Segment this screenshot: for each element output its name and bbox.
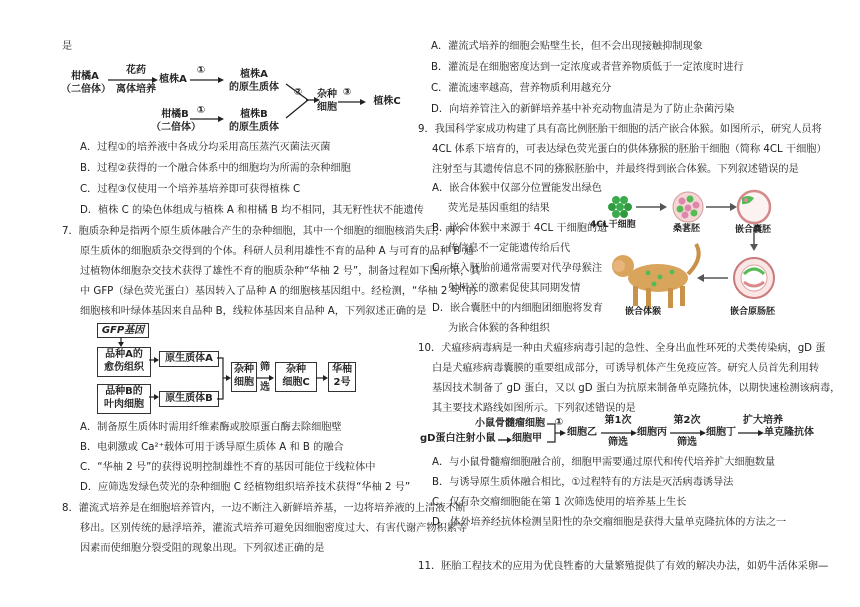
q8-line: 移出。区别传统的悬浮培养，灌流式培养可避免因细胞密度过大、有害代谢产物积累等 [80, 523, 468, 534]
hybrid-cell-label-1: 杂种 [317, 89, 337, 100]
arrow-to-plant-c [338, 98, 366, 106]
variety-a-callus-box [97, 347, 151, 377]
hybrid-c-label-1: 杂种 [286, 364, 306, 375]
cell-d-label: 细胞丁 [706, 427, 736, 438]
citrus-b-ploidy: （二倍体） [151, 122, 201, 133]
citrus-b-label: 柑橘B [161, 109, 189, 120]
option-a-cont: 荧光是基因重组的结果 [448, 203, 550, 214]
option-c[interactable]: C．植入胚胎前通常需要对代孕母猴注 [432, 263, 603, 274]
q10-line: 白是犬瘟疹病毒囊膜的重要组成部分，可诱导机体产生免疫应答。研究人员首先利用转 [432, 363, 820, 374]
step-3: ③ [342, 87, 352, 98]
cell-c-label: 细胞丙 [637, 427, 667, 438]
huayou-2-box [328, 362, 356, 392]
screen-1-top: 第1次 [604, 415, 632, 426]
option-a[interactable]: A．制备原生质体时需用纤维素酶或胶原蛋白酶去除细胞壁 [80, 422, 342, 433]
plant-c-label: 植株C [373, 96, 401, 107]
option-c[interactable]: C．仅有杂交瘤细胞能在第 1 次筛选使用的培养基上生长 [432, 497, 687, 508]
step-1-label: ① [554, 417, 564, 428]
option-c[interactable]: C．“华柚 2 号”的获得说明控制雄性不育的基因可能位于线粒体中 [80, 462, 376, 473]
q7-line: 原生质体的细胞质杂交得到的个体。科研人员利用雄性不育的品种 A 与可育的品种 B 通 [80, 246, 474, 257]
proto-b-label-1: 植株B [240, 109, 268, 120]
variety-b-mesophyll-box [97, 384, 151, 414]
anther-label: 花药 [126, 65, 146, 76]
gfp-gene-box: GFP基因 [97, 323, 149, 338]
q9-line: 注射至与其遗传信息不同的猕猴胚胎中，并最终得到嵌合体猴。下列叙述错误的是 [432, 164, 799, 175]
chimera-illustration [588, 178, 786, 326]
step-1-a: ① [196, 65, 206, 76]
gastrula-icon [734, 258, 774, 298]
arrow-expand [738, 429, 764, 437]
screen-label-1: 筛 [260, 362, 270, 373]
arrow-to-proto-a [190, 76, 224, 84]
screen-2-bottom: 筛选 [677, 437, 697, 448]
huayou-label-1: 华柚 [332, 364, 352, 375]
q8-line: 因素而使细胞分裂受阻的现象出现。下列叙述正确的是 [80, 543, 325, 554]
proto-a-label-1: 植株A [240, 69, 268, 80]
option-d[interactable]: D．应筛选发绿色荧光的杂种细胞 C 经植物组织培养技术获得“华柚 2 号” [80, 482, 411, 493]
q10-line: 10．犬瘟疹病毒病是一种由犬瘟疹病毒引起的急性、全身出血性环死的犬类传染病，gD 蛋 [418, 343, 826, 354]
hybrid-label-1: 杂种 [234, 364, 254, 375]
q7-line: 7．胞质杂种是指两个原生质体融合产生的杂种细胞，其中一个细胞的细胞核消失后，两个 [62, 226, 466, 237]
option-a[interactable]: A．灌流式培养的细胞会贴壁生长，但不会出现接触抑制现象 [431, 41, 703, 52]
option-a[interactable]: A．过程①的培养液中各成分均采用高压蒸汽灭菌法灭菌 [80, 142, 331, 153]
option-b-cont: 传信息不一定能遗传给后代 [448, 243, 571, 254]
fusion-bracket [217, 355, 231, 403]
option-d[interactable]: D．向培养管注入的新鲜培养基中补充动物血清是为了防止杂菌污染 [431, 104, 735, 115]
hybrid-label-2: 细胞 [234, 377, 254, 388]
plant-a-label: 植株A [159, 74, 187, 85]
q10-line: 其主要技术路线如图所示。下列叙述错误的是 [432, 403, 636, 414]
option-d[interactable]: D．嵌合囊胚中的内细胞团细胞将发育 [432, 303, 603, 314]
blastocyst-caption: 嵌合囊胚 [735, 225, 772, 235]
proto-a-label-2: 的原生质体 [229, 82, 279, 93]
screen-label-2: 选 [260, 382, 270, 393]
hybrid-cell-box [231, 362, 257, 392]
option-c-cont: 射相关的激素促使其同期发情 [448, 283, 581, 294]
q10-line: 基因技术制备了 gD 蛋白，又以 gD 蛋白为抗原来制备单克隆抗体，以期快速检测该病毒， [432, 383, 841, 394]
gastrula-caption: 嵌合原肠胚 [730, 307, 776, 317]
mab-label: 单克隆抗体 [764, 427, 814, 438]
callus-label: 愈伤组织 [104, 362, 144, 373]
morula-icon [673, 192, 703, 222]
screen-1-bottom: 筛选 [608, 437, 628, 448]
arrow-to-cell-a [498, 436, 512, 444]
cell-b-label: 细胞乙 [567, 427, 597, 438]
anther-culture-label: 离体培养 [116, 84, 156, 95]
step-2: ② [293, 87, 303, 98]
option-a[interactable]: A．与小鼠骨髓瘤细胞融合前，细胞甲需要通过原代和传代培养扩大细胞数量 [432, 457, 776, 468]
q7-line: 过植物体细胞杂交技术获得了雄性不育的胞质杂种“华柚 2 号”，制备过程如下图所示，其 [80, 266, 481, 277]
citrus-a-label: 柑橘A [71, 71, 99, 82]
option-b[interactable]: B．电刺激或 Ca²⁺载体可用于诱导原生质体 A 和 B 的融合 [80, 442, 344, 453]
option-c[interactable]: C．过程③仅使用一个培养基培养即可获得植株 C [80, 184, 301, 195]
expand-culture-label: 扩大培养 [743, 415, 783, 426]
arrow-to-plant-a [108, 76, 158, 84]
hybrid-cell-label-2: 细胞 [317, 102, 337, 113]
arrow-to-huayou [316, 374, 328, 382]
citrus-a-ploidy: （二倍体） [61, 84, 111, 95]
stem-cell-cluster-icon [608, 196, 632, 218]
option-b[interactable]: B．与诱导原生质体融合相比，①过程特有的方法是灭活病毒诱导法 [432, 477, 734, 488]
huayou-label-2: 2号 [333, 377, 351, 388]
step-1-b: ① [196, 105, 206, 116]
blastocyst-icon [738, 191, 770, 223]
monkey-caption: 嵌合体猴 [625, 307, 662, 317]
option-c[interactable]: C．灌流速率越高，营养物质利用越充分 [431, 83, 612, 94]
arrow-to-proto-a2 [149, 356, 159, 364]
cell-a-label: 细胞甲 [512, 433, 542, 444]
option-b[interactable]: B．灌流是在细胞密度达到一定浓度或者营养物质低于一定浓度时进行 [431, 62, 744, 73]
variety-a-label: 品种A的 [105, 349, 143, 360]
inject-mouse-label: gD蛋白注射小鼠 [420, 433, 496, 444]
option-d-cont: 为嵌合体猴的各种组织 [448, 323, 550, 334]
screen-2-top: 第2次 [673, 415, 701, 426]
proto-b-label-2: 的原生质体 [229, 122, 279, 133]
option-b[interactable]: B．嵌合体猴中来源于 4CL 干细胞的遗 [432, 223, 608, 234]
question-fragment: 是 [62, 41, 73, 52]
arrow-gfp-down [117, 337, 125, 347]
myeloma-label: 小鼠骨髓瘤细胞 [475, 418, 545, 429]
q9-line: 9．我国科学家成功构建了具有高比例胚胎干细胞的活产嵌合体猴。如图所示，研究人员将 [418, 124, 822, 135]
arrow-to-proto-b [190, 115, 224, 123]
hybrid-c-label-2: 细胞C [282, 377, 310, 388]
variety-b-label: 品种B的 [105, 386, 143, 397]
question-11-line: 11．胚胎工程技术的应用为优良牲畜的大量繁殖提供了有效的解决办法，如奶牛活体采卵— [418, 561, 829, 572]
q7-line: 细胞核和叶绿体基因来自品种 B，线粒体基因来自品种 A，下列叙述正确的是 [80, 306, 427, 317]
stem-cell-caption: 4CL干细胞 [590, 220, 636, 230]
option-a[interactable]: A．嵌合体猴中仅部分位置能发出绿色 [432, 183, 602, 194]
q9-line: 4CL 体系下培育的，可表达绿色荧光蛋白的供体猕猴的胚胎干细胞（简称 4CL 干细胞） [432, 144, 827, 155]
hybrid-cell-c-box [275, 362, 317, 392]
proto-a-box: 原生质体A [159, 351, 219, 367]
option-d[interactable]: D．体外培养经抗体检测呈阳性的杂交瘤细胞是获得大量单克隆抗体的方法之一 [432, 517, 787, 528]
q8-line: 8．灌流式培养是在细胞培养管内，一边不断注入新鲜培养基，一边将培养液的上清液不断 [62, 503, 466, 514]
option-d[interactable]: D．植株 C 的染色体组成与植株 A 和柑橘 B 均不相同，其无籽性状不能遗传 [80, 205, 424, 216]
proto-b-box: 原生质体B [159, 391, 219, 407]
option-b[interactable]: B．过程②获得的一个融合体系中的细胞均为所需的杂种细胞 [80, 163, 351, 174]
morula-caption: 桑葚胚 [673, 224, 701, 234]
arrow-to-proto-b2 [149, 393, 159, 401]
chimera-monkey-icon [612, 244, 699, 308]
q7-line: 中 GFP（绿色荧光蛋白）基因转入了品种 A 的细胞核基因组中。经检测，“华柚 2 号”的 [80, 286, 477, 297]
mesophyll-label: 叶肉细胞 [104, 399, 144, 410]
